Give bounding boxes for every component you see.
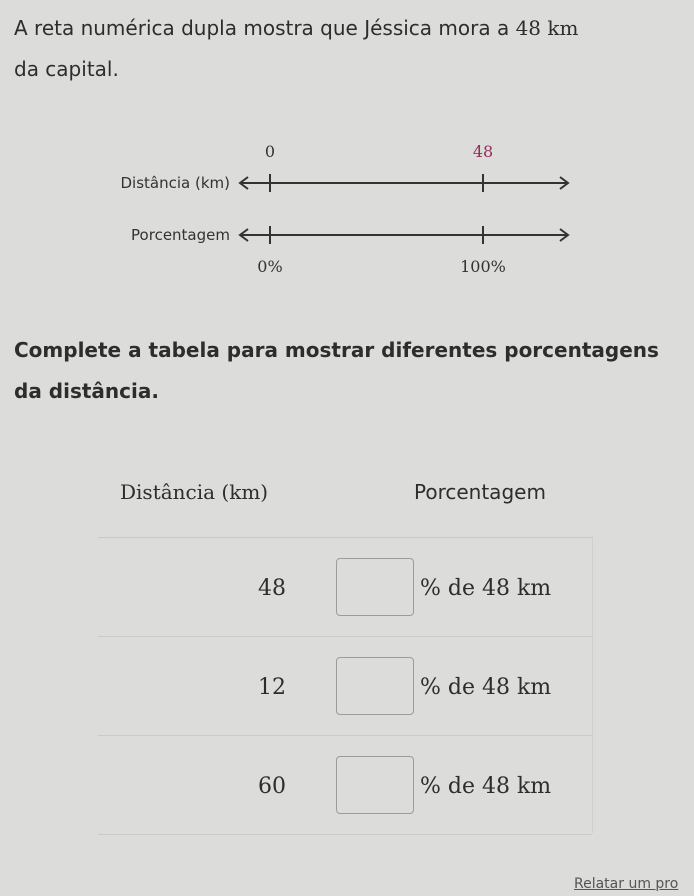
percent-table — [98, 537, 593, 833]
row-percent-suffix: % de 48 km — [420, 675, 552, 700]
percent-line-label: Porcentagem — [131, 226, 230, 244]
intro-line-2: da capital. — [14, 57, 119, 81]
intro-distance: 48 km — [515, 16, 579, 40]
distance-line-label: Distância (km) — [120, 174, 230, 192]
percent-tick-100: 100% — [460, 257, 506, 276]
distance-line — [240, 174, 568, 192]
table-row — [98, 637, 592, 736]
percent-answer-input[interactable] — [336, 756, 414, 814]
instruction-line-2: da distância. — [14, 379, 159, 403]
distance-tick-48: 48 — [472, 142, 494, 161]
instruction-line-1: Complete a tabela para mostrar diferentes porcentagens — [14, 338, 659, 362]
percent-tick-0: 0% — [257, 257, 283, 276]
distance-tick-0: 0 — [264, 142, 276, 161]
percent-answer-input[interactable] — [336, 558, 414, 616]
row-distance: 12 — [258, 675, 286, 700]
table-header-distance: Distância (km) — [120, 480, 269, 504]
table-header-percent: Porcentagem — [414, 480, 546, 504]
row-distance: 48 — [258, 576, 286, 601]
percent-line — [240, 226, 568, 244]
instruction-text — [14, 330, 684, 412]
double-number-line — [0, 0, 694, 320]
row-percent-suffix: % de 48 km — [420, 774, 552, 799]
intro-text: A reta numérica dupla mostra que Jéssica mora a — [14, 16, 516, 40]
row-distance: 60 — [258, 774, 286, 799]
table-row — [98, 736, 592, 835]
percent-answer-input[interactable] — [336, 657, 414, 715]
table-row — [98, 538, 592, 637]
row-percent-suffix: % de 48 km — [420, 576, 552, 601]
report-problem-link[interactable]: Relatar um pro — [574, 876, 679, 892]
